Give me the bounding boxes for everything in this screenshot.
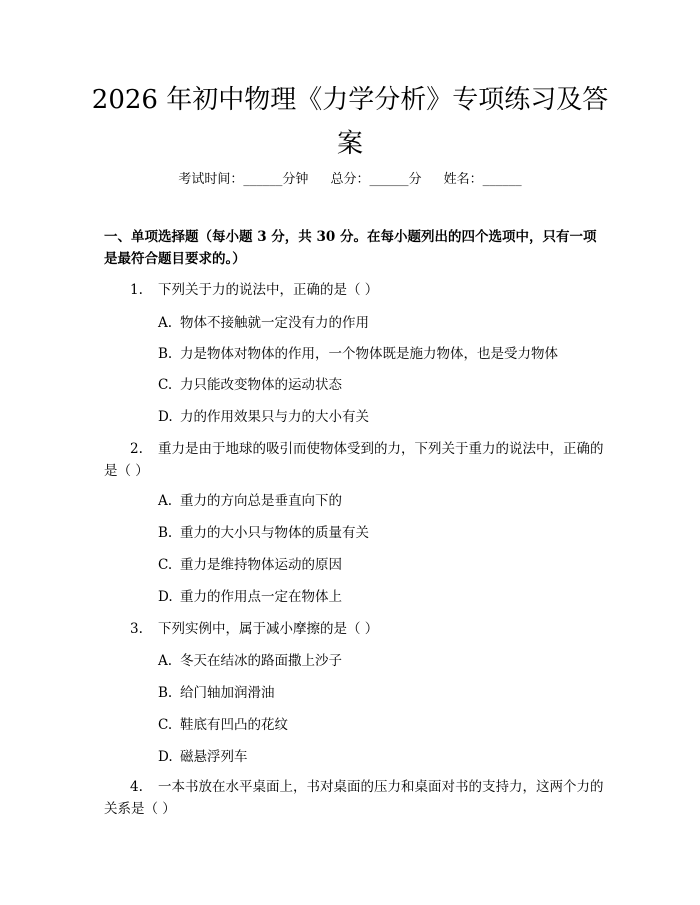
option-label: A. bbox=[158, 653, 173, 669]
option-label: D. bbox=[158, 409, 173, 425]
page-title: 2026 年初中物理《力学分析》专项练习及答案 bbox=[91, 85, 609, 159]
option-text: 重力的作用点一定在物体上 bbox=[180, 589, 342, 605]
option-text: 鞋底有凹凸的花纹 bbox=[180, 717, 288, 733]
question-2-number: 2. bbox=[130, 441, 143, 457]
option-text: 磁悬浮列车 bbox=[180, 749, 248, 765]
option-text: 给门轴加润滑油 bbox=[180, 685, 275, 701]
option-label: D. bbox=[158, 749, 173, 765]
option-label: B. bbox=[158, 525, 173, 541]
option-text: 物体不接触就一定没有力的作用 bbox=[180, 315, 369, 331]
question-4-text: 一本书放在水平桌面上，书对桌面的压力和桌面对书的支持力，这两个力的关系是（ ） bbox=[104, 779, 604, 817]
question-2-text: 重力是由于地球的吸引而使物体受到的力，下列关于重力的说法中，正确的是（ ） bbox=[104, 441, 604, 479]
section-header: 一、单项选择题（每小题 3 分，共 30 分。在每小题列出的四个选项中，只有一项是最符合题目要求的。） bbox=[104, 229, 597, 267]
question-3-option-d bbox=[158, 746, 598, 768]
option-label: C. bbox=[158, 557, 173, 573]
student-name-field: 姓名：______ bbox=[443, 172, 522, 187]
option-label: C. bbox=[158, 377, 173, 393]
question-2-option-c bbox=[158, 554, 598, 576]
option-text: 力的作用效果只与力的大小有关 bbox=[180, 409, 369, 425]
option-text: 重力的方向总是垂直向下的 bbox=[180, 493, 342, 509]
question-3-text: 下列实例中，属于减小摩擦的是（ ） bbox=[158, 621, 379, 637]
option-label: D. bbox=[158, 589, 173, 605]
option-text: 力是物体对物体的作用，一个物体既是施力物体，也是受力物体 bbox=[180, 346, 558, 362]
option-text: 冬天在结冰的路面撒上沙子 bbox=[180, 653, 342, 669]
question-2-option-b bbox=[158, 522, 598, 544]
option-label: A. bbox=[158, 315, 173, 331]
total-score-field: 总分：______分 bbox=[330, 172, 422, 187]
question-1-text: 下列关于力的说法中，正确的是（ ） bbox=[158, 282, 379, 298]
question-1-option-a bbox=[158, 312, 598, 334]
question-3-option-c bbox=[158, 714, 598, 736]
option-text: 重力的大小只与物体的质量有关 bbox=[180, 525, 369, 541]
exam-time-field: 考试时间：______分钟 bbox=[178, 172, 309, 187]
question-4-number: 4. bbox=[130, 779, 143, 795]
question-2-stem bbox=[104, 438, 604, 482]
option-label: B. bbox=[158, 685, 173, 701]
question-3-stem bbox=[104, 618, 604, 640]
question-1-option-b bbox=[158, 343, 598, 365]
exam-meta bbox=[0, 168, 700, 187]
option-text: 力只能改变物体的运动状态 bbox=[180, 377, 342, 393]
question-3-option-b bbox=[158, 682, 598, 704]
question-1-number: 1. bbox=[130, 282, 143, 298]
option-text: 重力是维持物体运动的原因 bbox=[180, 557, 342, 573]
question-3-number: 3. bbox=[130, 621, 143, 637]
question-1-option-d bbox=[158, 406, 598, 428]
option-label: C. bbox=[158, 717, 173, 733]
question-2-option-a bbox=[158, 490, 598, 512]
question-4-stem bbox=[104, 776, 604, 820]
question-3-option-a bbox=[158, 650, 598, 672]
question-1-option-c bbox=[158, 374, 598, 396]
question-2-option-d bbox=[158, 586, 598, 608]
question-1-stem bbox=[104, 279, 604, 301]
option-label: B. bbox=[158, 346, 173, 362]
option-label: A. bbox=[158, 493, 173, 509]
